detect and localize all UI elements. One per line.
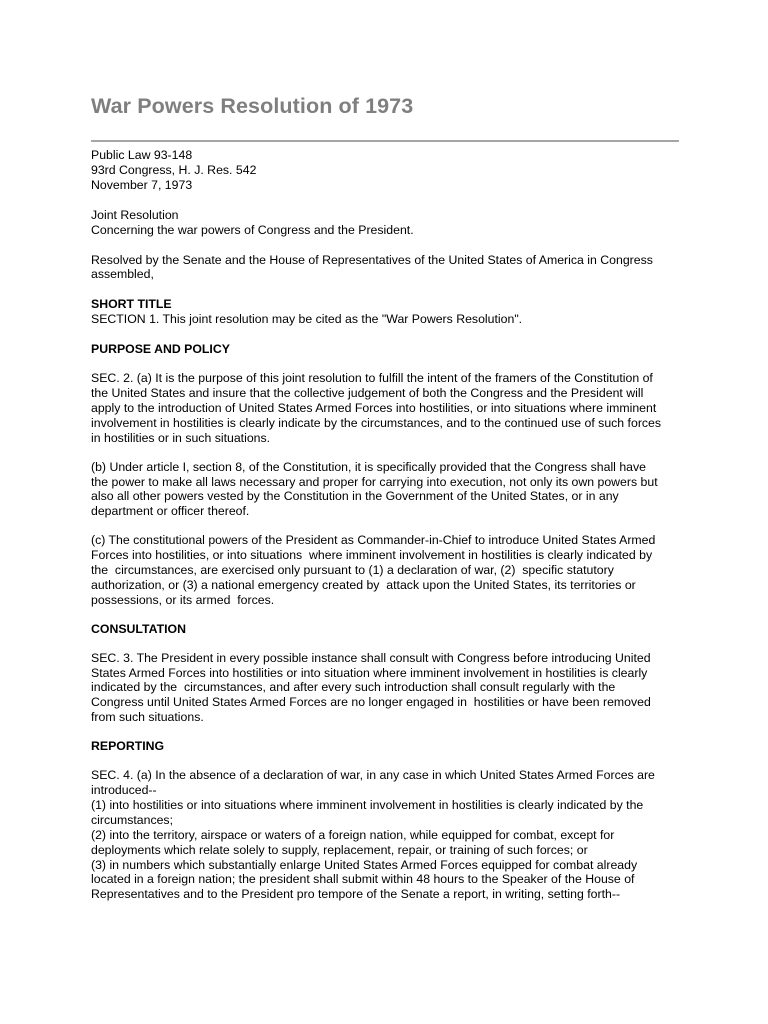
section-heading: SHORT TITLE [91, 297, 172, 312]
paragraph-line: (3) in numbers which substantially enlarge United States Armed Forces equipped for combat already [91, 857, 638, 872]
section-consultation [91, 622, 681, 725]
paragraph-line: located in a foreign nation; the president shall submit within 48 hours to the Speaker of the House of [91, 872, 635, 887]
paragraph-line: also all other powers vested by the Constitution in the Government of the United States, or in any [91, 489, 619, 504]
paragraph-line: (2) into the territory, airspace or waters of a foreign nation, while equipped for combat, except for [91, 827, 615, 842]
paragraph-line: SEC. 2. (a) It is the purpose of this joint resolution to fulfill the intent of the framers of the Constitution of [91, 371, 653, 386]
paragraph-line: Representatives and to the President pro tempore of the Senate a report, in writing, setting forth-- [91, 887, 621, 902]
title-divider [91, 140, 679, 142]
resolved-clause [91, 253, 681, 283]
sec-2a-paragraph [91, 371, 681, 446]
section-1-text: SECTION 1. This joint resolution may be cited as the "War Powers Resolution". [91, 312, 523, 327]
law-metadata [91, 148, 681, 193]
section-reporting [91, 739, 681, 902]
section-heading: PURPOSE AND POLICY [91, 342, 230, 357]
section-heading: CONSULTATION [91, 621, 186, 636]
paragraph-line: introduced-- [91, 783, 157, 797]
paragraph-line: the circumstances, are exercised only pursuant to (1) a declaration of war, (2) specific statutory [91, 563, 614, 578]
paragraph-line: (1) into hostilities or into situations where imminent involvement in hostilities is clearly indicated by the [91, 797, 644, 812]
enactment-date: November 7, 1973 [91, 177, 193, 192]
paragraph-line: in hostilities or in such situations. [91, 430, 271, 445]
paragraph-line: States Armed Forces into hostilities or into situation where imminent involvement in hostilities is clearly [91, 665, 648, 680]
paragraph-line: deployments which relate solely to supply, replacement, repair, or training of such forces; or [91, 842, 588, 857]
paragraph-line: Congress until United States Armed Forces are no longer engaged in hostilities or have been removed [91, 695, 651, 710]
sec-3-paragraph [91, 651, 681, 726]
paragraph-line: from such situations. [91, 710, 204, 725]
paragraph-line: Forces into hostilities, or into situations where imminent involvement in hostilities is clearly indicated by [91, 548, 653, 563]
section-purpose-policy [91, 342, 681, 608]
paragraph-line: circumstances; [91, 812, 174, 827]
joint-resolution-subject: Concerning the war powers of Congress and the President. [91, 222, 414, 237]
joint-resolution-heading [91, 208, 681, 238]
public-law-number: Public Law 93-148 [91, 148, 193, 162]
resolved-line: assembled, [91, 267, 154, 282]
sec-2b-paragraph [91, 460, 681, 520]
paragraph-line: department or officer thereof. [91, 504, 250, 519]
document-title: War Powers Resolution of 1973 [91, 94, 414, 118]
paragraph-line: indicated by the circumstances, and after every such introduction shall consult regularly with the [91, 680, 616, 695]
paragraph-line: authorization, or (3) a national emergency created by attack upon the United States, its territories or [91, 577, 636, 592]
joint-resolution-label: Joint Resolution [91, 207, 179, 222]
paragraph-line: the power to make all laws necessary and proper for carrying into execution, not only its own powers but [91, 474, 658, 489]
paragraph-line: involvement in hostilities is clearly indicate by the circumstances, and to the continued use of such forces [91, 415, 662, 430]
sec-4-paragraph [91, 768, 681, 902]
paragraph-line: SEC. 4. (a) In the absence of a declaration of war, in any case in which United States Armed Forces are [91, 768, 655, 783]
paragraph-line: (b) Under article I, section 8, of the Constitution, it is specifically provided that the Congress shall have [91, 459, 646, 474]
paragraph-line: the United States and insure that the collective judgement of both the Congress and the President will [91, 385, 644, 400]
paragraph-line: apply to the introduction of United States Armed Forces into hostilities, or into situations where imminent [91, 400, 657, 415]
paragraph-line: possessions, or its armed forces. [91, 592, 275, 607]
paragraph-line: (c) The constitutional powers of the President as Commander-in-Chief to introduce United States Armed [91, 533, 656, 548]
section-heading: REPORTING [91, 739, 165, 754]
resolved-line: Resolved by the Senate and the House of Representatives of the United States of America in Congress [91, 252, 653, 267]
sec-2c-paragraph [91, 533, 681, 608]
section-short-title [91, 297, 681, 327]
paragraph-line: SEC. 3. The President in every possible instance shall consult with Congress before introducing United [91, 650, 651, 665]
document-body [91, 92, 681, 902]
congress-bill-number: 93rd Congress, H. J. Res. 542 [91, 162, 257, 177]
